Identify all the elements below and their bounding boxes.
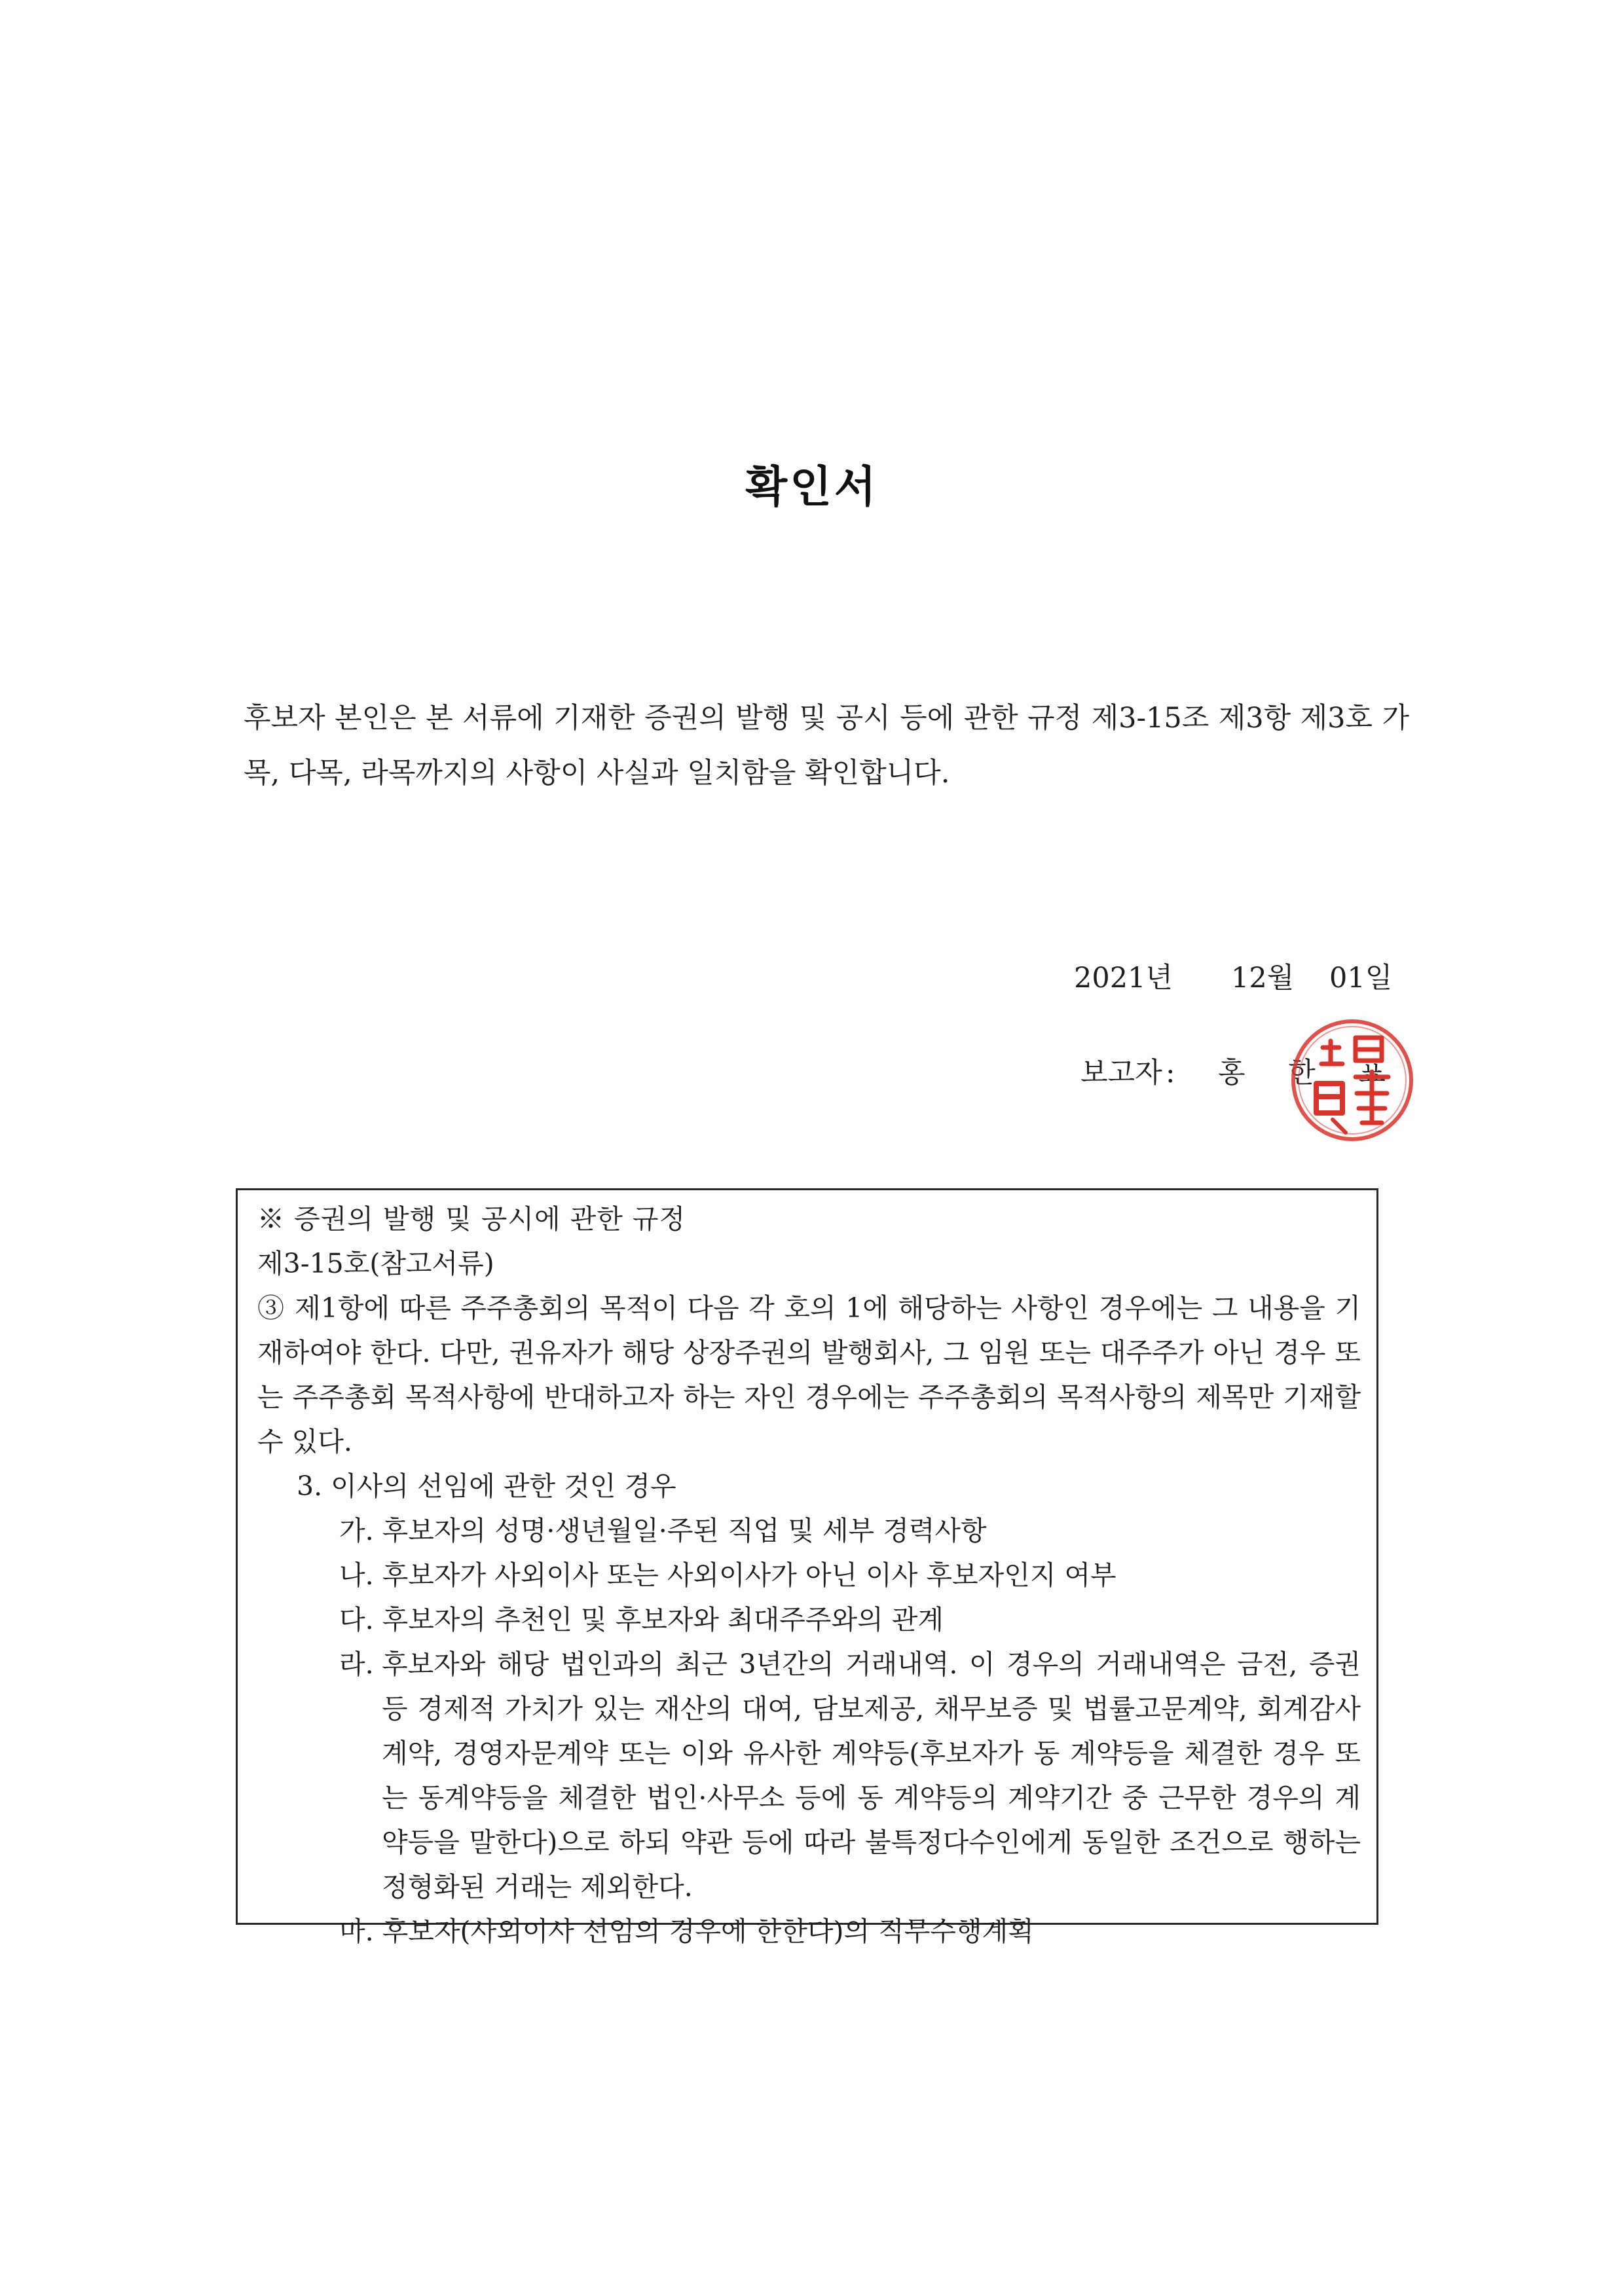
seal-stamp-icon xyxy=(1283,1011,1421,1149)
list-item-ra xyxy=(257,1642,1361,1909)
reference-box xyxy=(236,1188,1378,1947)
reference-box-content xyxy=(257,1197,1361,1954)
reporter-colon: : xyxy=(1166,1057,1175,1089)
regulation-article: 제3-15호(참고서류) xyxy=(257,1248,494,1279)
list-item-na: 나. 후보자가 사외이사 또는 사외이사가 아닌 이사 후보자인지 여부 xyxy=(339,1559,1116,1591)
list-item-ga: 가. 후보자의 성명·생년월일·주된 직업 및 세부 경력사항 xyxy=(339,1515,987,1546)
intro-paragraph: 후보자 본인은 본 서류에 기재한 증권의 발행 및 공시 등에 관한 규정 제3-15조 제3항 제3호 가목, 다목, 라목까지의 사항이 사실과 일치함을 확인합니다. xyxy=(244,702,1409,790)
date-line xyxy=(1074,956,1414,995)
regulation-header: ※ 증권의 발행 및 공시에 관한 규정 xyxy=(257,1203,686,1235)
reporter-label: 보고자 xyxy=(1080,1057,1162,1089)
list-item-da: 다. 후보자의 추천인 및 후보자와 최대주주와의 관계 xyxy=(339,1604,944,1635)
regulation-paragraph: ③ 제1항에 따른 주주총회의 목적이 다음 각 호의 1에 해당하는 사항인 경우에는 그 내용을 기재하여야 한다. 다만, 권유자가 해당 상장주권의 발행회사, 그 임원 또는 대주주가 아닌 경우 또는 주주총회 목적사항에 반대하고자 하는 자인 경우에는 주주총회의 목적사항의 제목만 기재할 수 있다. xyxy=(257,1292,1361,1457)
date-month: 12월 xyxy=(1231,962,1295,994)
reporter-name: 홍 한 표 xyxy=(1218,1057,1403,1089)
list-item-ma: 마. 후보자(사외이사 선임의 경우에 한한다)의 직무수행계획 xyxy=(339,1916,1034,1947)
list-item-3: 3. 이사의 선임에 관한 것인 경우 xyxy=(297,1470,676,1502)
page-title: 확인서 xyxy=(745,462,879,512)
date-day: 01일 xyxy=(1329,962,1393,994)
list-item-ra-marker: 라. xyxy=(339,1649,374,1680)
list-item-ra-text: 후보자와 해당 법인과의 최근 3년간의 거래내역. 이 경우의 거래내역은 금전, 증권 등 경제적 가치가 있는 재산의 대여, 담보제공, 채무보증 및 법률고문계약, 회계감사계약, 경영자문계약 또는 이와 유사한 계약등(후보자가 동 계약등을 체결한 경우 또는 동계약등을 체결한 법인·사무소 등에 동 계약등의 계약기간 중 근무한 경우의 계약등을 말한다)으로 하되 약관 등에 따라 불특정다수인에게 동일한 조건으로 행하는 정형화된 거래는 제외한다. xyxy=(382,1649,1361,1903)
date-year: 2021년 xyxy=(1074,962,1173,994)
